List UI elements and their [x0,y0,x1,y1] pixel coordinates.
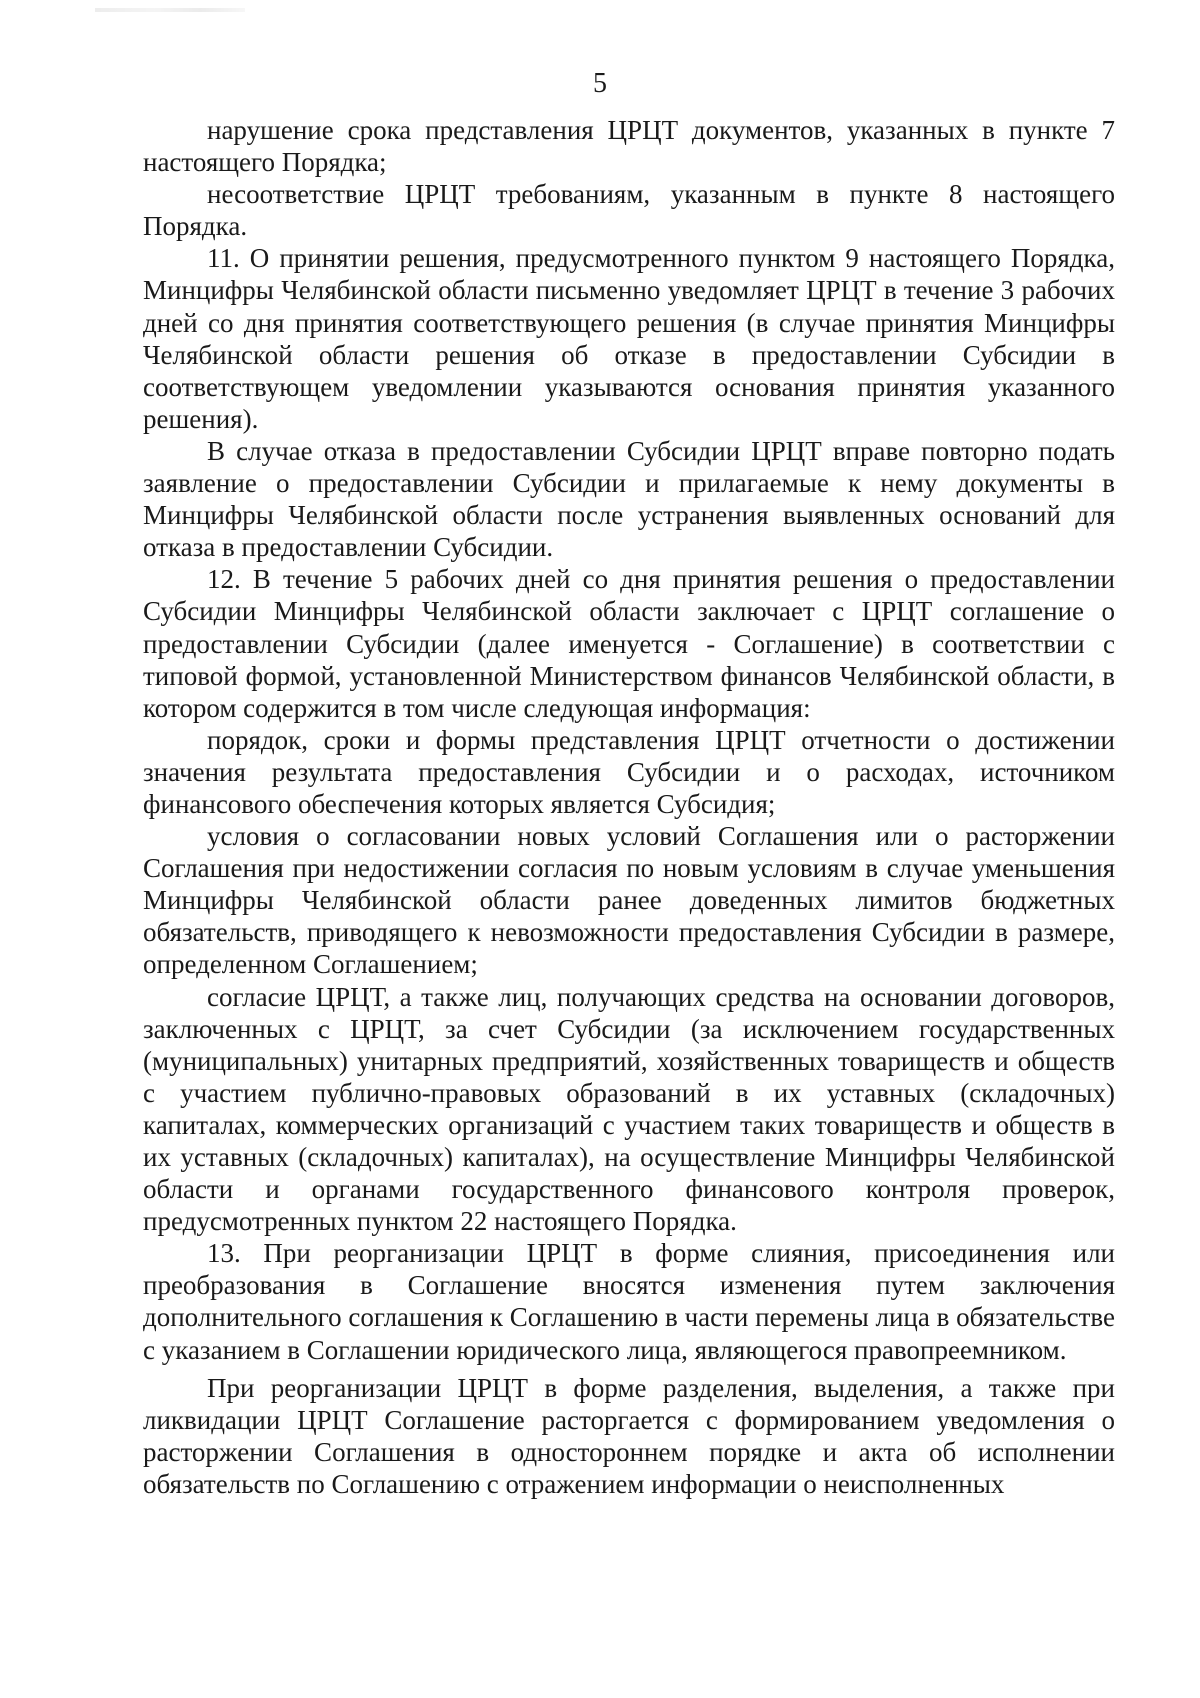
paragraph-agreement-conditions: условия о согласовании новых условий Соглашения или о расторжении Соглашения при недостижении согласия по новым условиям в случае уменьшения Минцифры Челябинской области ранее доведенных лимитов бюджетных обязательств, приводящего к невозможности предоставления Субсидии в размере, определенном Соглашением; [143,821,1115,980]
paragraph-noncompliance: несоответствие ЦРЦТ требованиям, указанным в пункте 8 настоящего Порядка. [143,179,1115,242]
paragraph-refusal-resubmission: В случае отказа в предоставлении Субсидии ЦРЦТ вправе повторно подать заявление о предоставлении Субсидии и прилагаемые к нему документы в Минцифры Челябинской области после устранения выявленных оснований для отказа в предоставлении Субсидии. [143,435,1115,563]
scan-artifact [95,8,245,12]
paragraph-item-13: 13. При реорганизации ЦРЦТ в форме слияния, присоединения или преобразования в Соглашение вносятся изменения путем заключения дополнительного соглашения к Соглашению в части перемены лица в обязательстве с указанием в Соглашении юридического лица, являющегося правопреемником. [143,1238,1115,1365]
page-number: 5 [593,68,607,99]
paragraph-item-11: 11. О принятии решения, предусмотренного пунктом 9 настоящего Порядка, Минцифры Челябинской области письменно уведомляет ЦРЦТ в течение 3 рабочих дней со дня принятия соответствующего решения (в случае принятия Минцифры Челябинской области решения об отказе в предоставлении Субсидии в соответствующем уведомлении указываются основания принятия указанного решения). [143,243,1115,434]
paragraph-reporting-terms: порядок, сроки и формы представления ЦРЦТ отчетности о достижении значения результата предоставления Субсидии и о расходах, источником финансового обеспечения которых является Субсидия; [143,724,1115,819]
paragraph-violation-deadline: нарушение срока представления ЦРЦТ документов, указанных в пункте 7 настоящего Порядка; [143,115,1115,178]
paragraph-item-12: 12. В течение 5 рабочих дней со дня принятия решения о предоставлении Субсидии Минцифры Челябинской области заключает с ЦРЦТ соглашение о предоставлении Субсидии (далее именуется - Соглашение) в соответствии с типовой формой, установленной Министерством финансов Челябинской области, в котором содержится в том числе следующая информация: [143,564,1115,723]
paragraph-reorganization-termination: При реорганизации ЦРЦТ в форме разделения, выделения, а также при ликвидации ЦРЦТ Соглашение расторгается с формированием уведомления о расторжении Соглашения в одностороннем порядке и акта об исполнении обязательств по Соглашению с отражением информации о неисполненных [143,1372,1115,1499]
document-body [143,114,1115,1500]
paragraph-consent-inspections: согласие ЦРЦТ, а также лиц, получающих средства на основании договоров, заключенных с ЦРЦТ, за счет Субсидии (за исключением государственных (муниципальных) унитарных предприятий, хозяйственных товариществ и обществ с участием публично-правовых образований в их уставных (складочных) капиталах, коммерческих организаций с участием таких товариществ и обществ в их уставных (складочных) капиталах), на осуществление Минцифры Челябинской области и органами государственного финансового контроля проверок, предусмотренных пунктом 22 настоящего Порядка. [143,981,1115,1237]
